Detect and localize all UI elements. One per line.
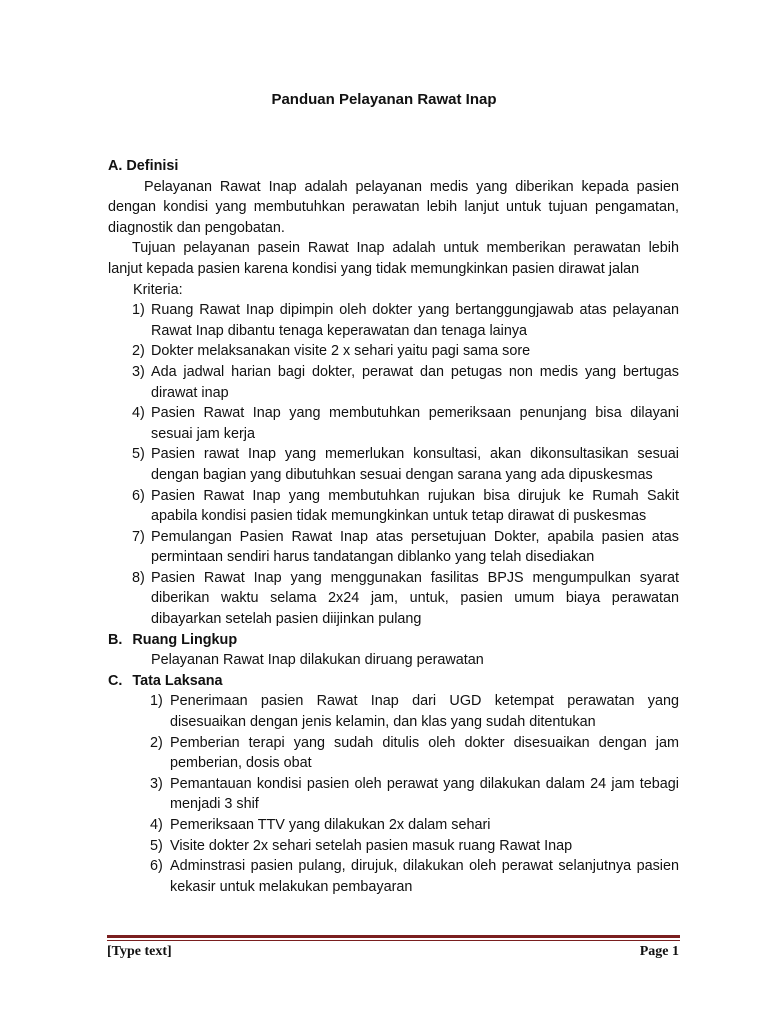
section-a-heading xyxy=(108,156,679,177)
criteria-item-text: Ruang Rawat Inap dipimpin oleh dokter yang bertanggungjawab atas pelayanan Rawat Inap dibantu tenaga keperawatan dan tenaga lainya xyxy=(151,302,679,339)
procedure-item-text: Visite dokter 2x sehari setelah pasien masuk ruang Rawat Inap xyxy=(170,837,573,854)
procedure-item-number: 2) xyxy=(150,734,163,751)
section-c-letter: C. xyxy=(108,672,123,689)
footer-placeholder-text: [Type text] xyxy=(107,944,172,959)
procedure-item-number: 5) xyxy=(150,837,163,854)
criteria-item xyxy=(108,300,679,341)
procedure-item-text: Pemberian terapi yang sudah ditulis oleh dokter disesuaikan dengan jam pemberian, dosis obat xyxy=(170,734,679,772)
document-body xyxy=(108,156,679,897)
section-c-title: Tata Laksana xyxy=(132,672,223,689)
procedure-item-number: 1) xyxy=(150,693,163,710)
procedure-item xyxy=(108,733,679,774)
criteria-item-number: 8) xyxy=(132,569,145,586)
footer-page-number: Page 1 xyxy=(639,944,679,959)
definition-paragraph-1: Pelayanan Rawat Inap adalah pelayanan medis yang diberikan kepada pasien dengan kondisi yang membutuhkan perawatan lebih lanjut untuk tujuan pengamatan, diagnostik dan pengobatan. xyxy=(108,178,679,236)
criteria-item-text: Pasien Rawat Inap yang membutuhkan pemeriksaan penunjang bisa dilayani sesuai jam kerja xyxy=(151,405,679,442)
criteria-item xyxy=(108,444,679,485)
section-a-title: Definisi xyxy=(126,158,179,174)
section-b-title: Ruang Lingkup xyxy=(132,631,238,648)
scope-text: Pelayanan Rawat Inap dilakukan diruang perawatan xyxy=(151,652,484,669)
procedure-item-text: Penerimaan pasien Rawat Inap dari UGD ketempat perawatan yang disesuaikan dengan jenis kelamin, dan klas yang sudah ditentukan xyxy=(170,693,679,731)
criteria-item-text: Pemulangan Pasien Rawat Inap atas persetujuan Dokter, apabila pasien atas permintaan sendiri harus tandatangan diblanko yang telah disediakan xyxy=(151,528,679,566)
section-b-letter: B. xyxy=(108,631,123,648)
procedure-item xyxy=(108,856,679,897)
criteria-label: Kriteria: xyxy=(133,281,183,298)
procedure-item-number: 4) xyxy=(150,817,163,833)
procedure-item xyxy=(108,691,679,732)
criteria-item xyxy=(108,403,679,444)
criteria-item-text: Ada jadwal harian bagi dokter, perawat dan petugas non medis yang bertugas dirawat inap xyxy=(151,363,679,401)
footer-rule-thin xyxy=(107,940,680,941)
criteria-item-text: Pasien Rawat Inap yang membutuhkan rujukan bisa dirujuk ke Rumah Sakit apabila kondisi pasien tidak memungkinkan untuk tetap dirawat di puskesmas xyxy=(151,487,679,525)
criteria-item-text: Pasien Rawat Inap yang menggunakan fasilitas BPJS mengumpulkan syarat diberikan waktu selama 2x24 jam, untuk, pasien umum biaya perawatan dibayarkan setelah pasien diijinkan pulang xyxy=(151,569,679,628)
criteria-item-number: 6) xyxy=(132,487,145,504)
footer-rule-thick xyxy=(107,935,680,938)
procedure-item xyxy=(108,815,679,836)
procedure-item-text: Adminstrasi pasien pulang, dirujuk, dilakukan oleh perawat selanjutnya pasien kekasir untuk melakukan pembayaran xyxy=(170,858,679,895)
procedure-list xyxy=(108,691,679,897)
criteria-item xyxy=(108,341,679,362)
criteria-item xyxy=(108,486,679,527)
section-c-heading xyxy=(108,671,679,692)
procedure-item xyxy=(108,774,679,815)
procedure-item xyxy=(108,836,679,857)
definition-paragraph-2: Tujuan pelayanan pasein Rawat Inap adalah untuk memberikan perawatan lebih lanjut kepada pasien karena kondisi yang tidak memungkinkan pasien dirawat jalan xyxy=(108,240,679,277)
criteria-item-number: 1) xyxy=(132,302,145,319)
procedure-item-text: Pemantauan kondisi pasien oleh perawat yang dilakukan dalam 24 jam tebagi menjadi 3 shif xyxy=(170,775,679,813)
section-b-heading xyxy=(108,630,679,651)
section-a-letter: A. xyxy=(108,158,123,174)
criteria-item xyxy=(108,362,679,403)
criteria-item-number: 3) xyxy=(132,363,145,380)
criteria-item-text: Dokter melaksanakan visite 2 x sehari yaitu pagi sama sore xyxy=(151,343,531,360)
procedure-item-number: 6) xyxy=(150,858,163,875)
criteria-item-text: Pasien rawat Inap yang memerlukan konsultasi, akan dikonsultasikan sesuai dengan bagian yang dibutuhkan sesuai dengan sarana yang ada dipuskesmas xyxy=(151,446,679,483)
procedure-item-number: 3) xyxy=(150,775,163,792)
criteria-item-number: 4) xyxy=(132,405,145,422)
criteria-item-number: 2) xyxy=(132,343,145,360)
criteria-item-number: 7) xyxy=(132,528,145,545)
criteria-list xyxy=(108,300,679,630)
criteria-item-number: 5) xyxy=(132,446,145,463)
page-title: Panduan Pelayanan Rawat Inap xyxy=(271,91,497,108)
procedure-item-text: Pemeriksaan TTV yang dilakukan 2x dalam sehari xyxy=(170,817,491,833)
criteria-item xyxy=(108,568,679,630)
criteria-item xyxy=(108,527,679,568)
